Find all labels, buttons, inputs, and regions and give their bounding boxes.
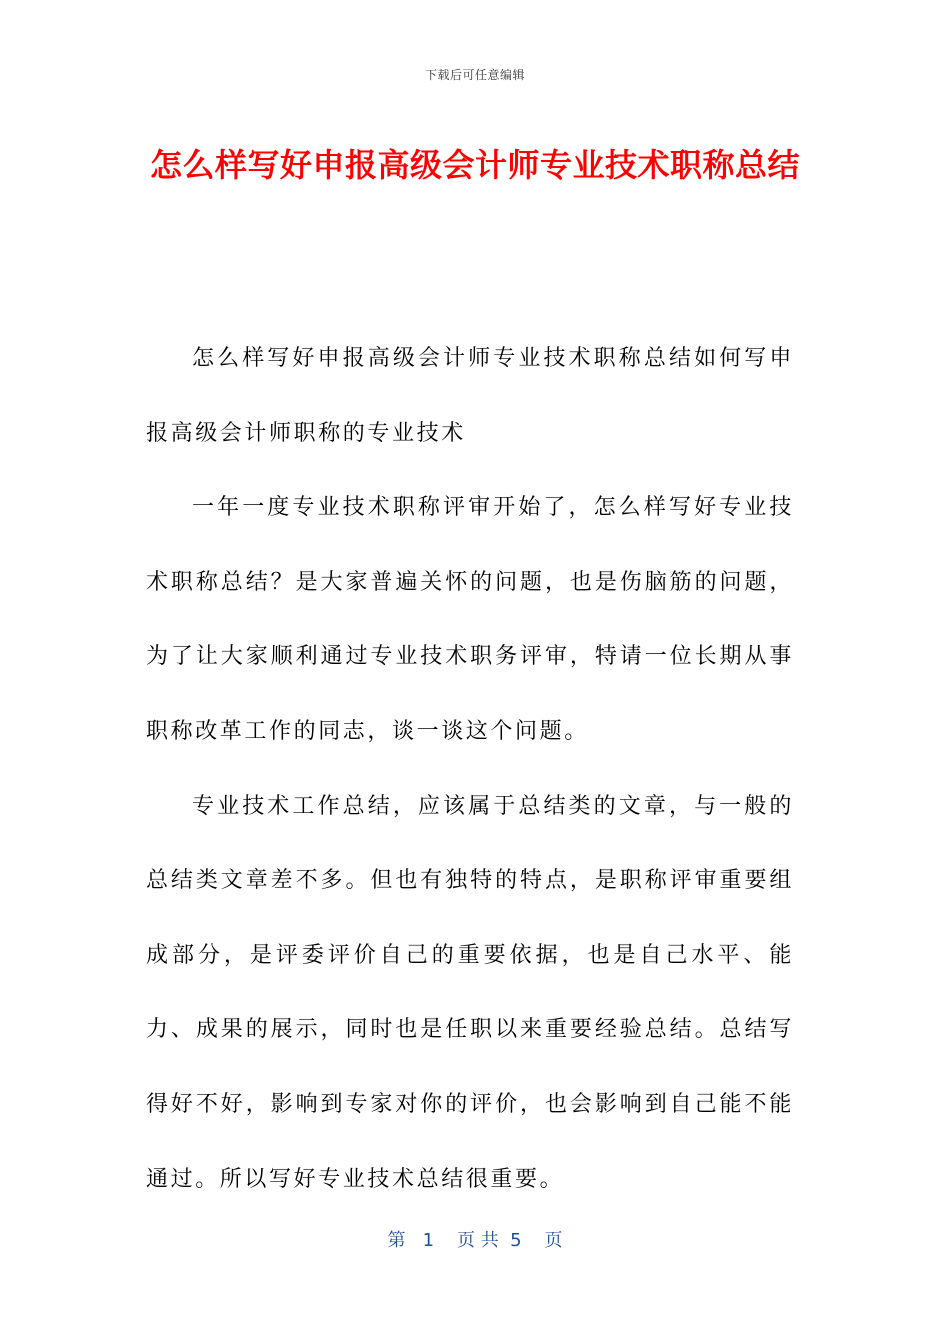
paragraph: 专业技术工作总结，应该属于总结类的文章，与一般的总结类文章差不多。但也有独特的特点，是职称评审重要组成部分，是评委评价自己的重要依据，也是自己水平、能力、成果的展示，同时也是任职以来重要经验总结。总结写得好不好，影响到专家对你的评价，也会影响到自己能不能通过。所以写好专业技术总结很重要。: [146, 793, 794, 1192]
paragraph: 怎么样写好申报高级会计师专业技术职称总结如何写申报高级会计师职称的专业技术: [146, 346, 794, 446]
page-number-footer: 第 1 页 共 5 页: [387, 1230, 563, 1251]
header-note: 下载后可任意编辑: [424, 68, 525, 82]
document-title: 怎么样写好申报高级会计师专业技术职称总结: [150, 146, 801, 184]
document-body: [146, 322, 794, 1217]
paragraph: 一年一度专业技术职称评审开始了，怎么样写好专业技术职称总结？是大家普遍关怀的问题，也是伤脑筋的问题，为了让大家顺利通过专业技术职务评审，特请一位长期从事职称改革工作的同志，谈一谈这个问题。: [146, 495, 794, 744]
